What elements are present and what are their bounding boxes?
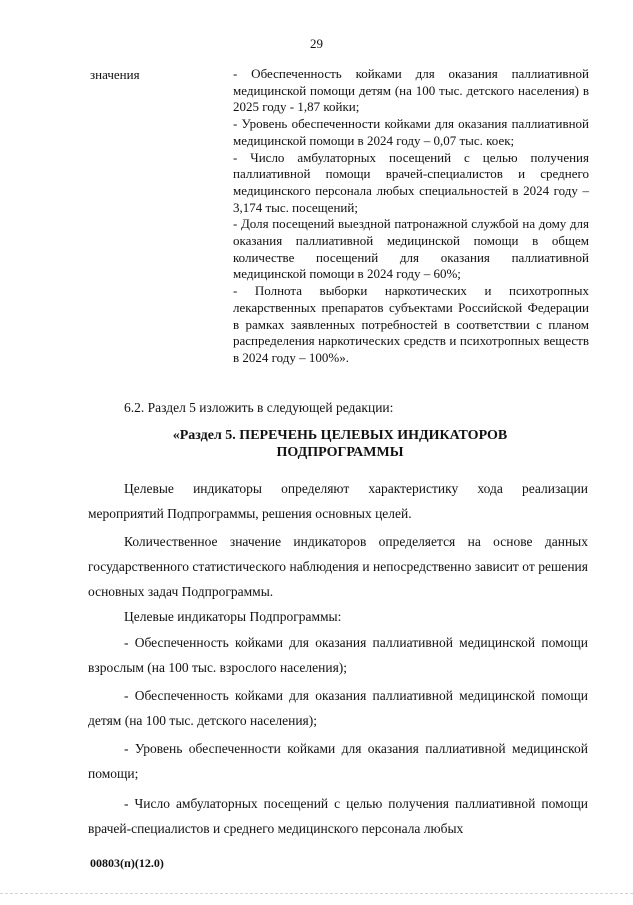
- indicator-list-item-3: [88, 736, 588, 786]
- indicator-value-item: - Полнота выборки наркотических и психотропных лекарственных препаратов субъектами Российской Федерации в рамках заявленных потребностей в соответствии с планом распределения наркотических средств и психотропных веществ в 2024 году – 100%».: [233, 283, 589, 365]
- indicator-value-item: - Обеспеченность койками для оказания паллиативной медицинской помощи детям (на 100 тыс. детского населения) в 2025 году - 1,87 койки;: [233, 66, 589, 115]
- table-row-values: [233, 66, 589, 367]
- body-paragraph-1: [88, 476, 588, 526]
- paragraph-text: Целевые индикаторы определяют характеристику хода реализации мероприятий Подпрограммы, решения основных целей.: [88, 481, 588, 521]
- paragraph-text: - Число амбулаторных посещений с целью получения паллиативной помощи врачей-специалистов и среднего медицинского персонала любых: [88, 796, 588, 836]
- body-paragraph-2: [88, 529, 588, 604]
- section-change-instruction: 6.2. Раздел 5 изложить в следующей редакции:: [124, 400, 394, 415]
- indicator-list-item-2: [88, 683, 588, 733]
- page-number: 29: [310, 36, 323, 51]
- indicator-value-item: - Число амбулаторных посещений с целью получения паллиативной помощи врачей-специалистов и среднего медицинского персонала любых специальностей в 2024 году – 3,174 тыс. посещений;: [233, 149, 589, 215]
- section-heading-line-1: «Раздел 5. ПЕРЕЧЕНЬ ЦЕЛЕВЫХ ИНДИКАТОРОВ: [172, 428, 508, 443]
- page-bottom-divider: [0, 893, 633, 895]
- paragraph-text: - Уровень обеспеченности койками для оказания паллиативной медицинской помощи;: [88, 741, 588, 781]
- document-code: 00803(п)(12.0): [90, 856, 164, 870]
- body-paragraph-3: [88, 604, 588, 629]
- indicator-list-item-4: [88, 791, 588, 841]
- paragraph-text: Целевые индикаторы Подпрограммы:: [124, 609, 342, 624]
- indicator-value-item: - Уровень обеспеченности койками для оказания паллиативной медицинской помощи в 2024 году – 0,07 тыс. коек;: [233, 116, 589, 148]
- paragraph-text: - Обеспеченность койками для оказания паллиативной медицинской помощи взрослым (на 100 тыс. взрослого населения);: [88, 635, 588, 675]
- paragraph-text: Количественное значение индикаторов определяется на основе данных государственного статистического наблюдения и непосредственно зависит от решения основных задач Подпрограммы.: [88, 534, 588, 599]
- section-heading-line-2: ПОДПРОГРАММЫ: [276, 445, 404, 460]
- section-heading: [100, 427, 580, 461]
- table-row-label: значения: [90, 67, 140, 82]
- paragraph-text: - Обеспеченность койками для оказания паллиативной медицинской помощи детям (на 100 тыс. детского населения);: [88, 688, 588, 728]
- indicator-list-item-1: [88, 630, 588, 680]
- indicator-value-item: - Доля посещений выездной патронажной службой на дому для оказания паллиативной медицинской помощи в общем количестве посещений для оказания паллиативной медицинской помощи в 2024 году – 60%;: [233, 216, 589, 282]
